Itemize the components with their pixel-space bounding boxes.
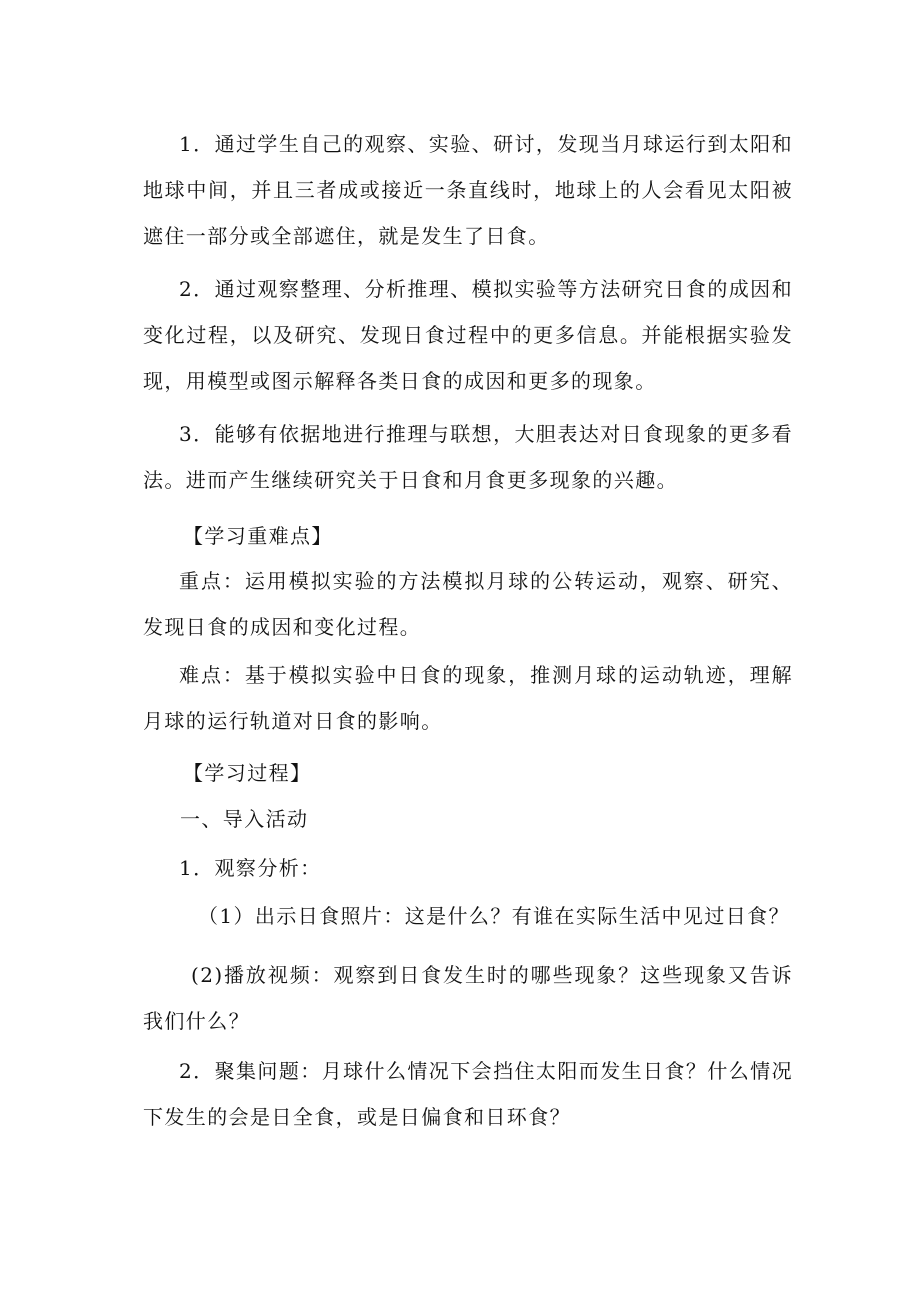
objective-1: 1．通过学生自己的观察、实验、研讨，发现当月球运行到太阳和地球中间，并且三者成或接近一条直线时，地球上的人会看见太阳被遮住一部分或全部遮住，就是发生了日食。 <box>143 132 793 248</box>
process-heading: 【学习过程】 <box>183 761 312 785</box>
section-intro-activity: 一、导入活动 <box>180 807 309 831</box>
objective-3: 3．能够有依据地进行推理与联想，大胆表达对日食现象的更多看法。进而产生继续研究关于日食和月食更多现象的兴趣。 <box>143 422 793 492</box>
sub-item-photo: （1）出示日食照片：这是什么？有谁在实际生活中见过日食？ <box>198 904 790 928</box>
difficulty-paragraph: 难点：基于模拟实验中日食的现象，推测月球的运动轨迹，理解月球的运行轨道对日食的影响。 <box>143 663 793 733</box>
item-observe-analyze: 1．观察分析： <box>179 856 322 880</box>
objective-2: 2．通过观察整理、分析推理、模拟实验等方法研究日食的成因和变化过程，以及研究、发现日食过程中的更多信息。并能根据实验发现，用模型或图示解释各类日食的成因和更多的现象。 <box>143 277 793 393</box>
sub-item-video: (2)播放视频：观察到日食发生时的哪些现象？这些现象又告诉我们什么？ <box>143 963 793 1033</box>
item-focus-question: 2．聚集问题：月球什么情况下会挡住太阳而发生日食？什么情况下发生的会是日全食，或是日偏食和日环食？ <box>143 1059 793 1129</box>
focus-paragraph: 重点：运用模拟实验的方法模拟月球的公转运动，观察、研究、发现日食的成因和变化过程。 <box>143 569 793 639</box>
key-points-heading: 【学习重难点】 <box>183 524 333 548</box>
